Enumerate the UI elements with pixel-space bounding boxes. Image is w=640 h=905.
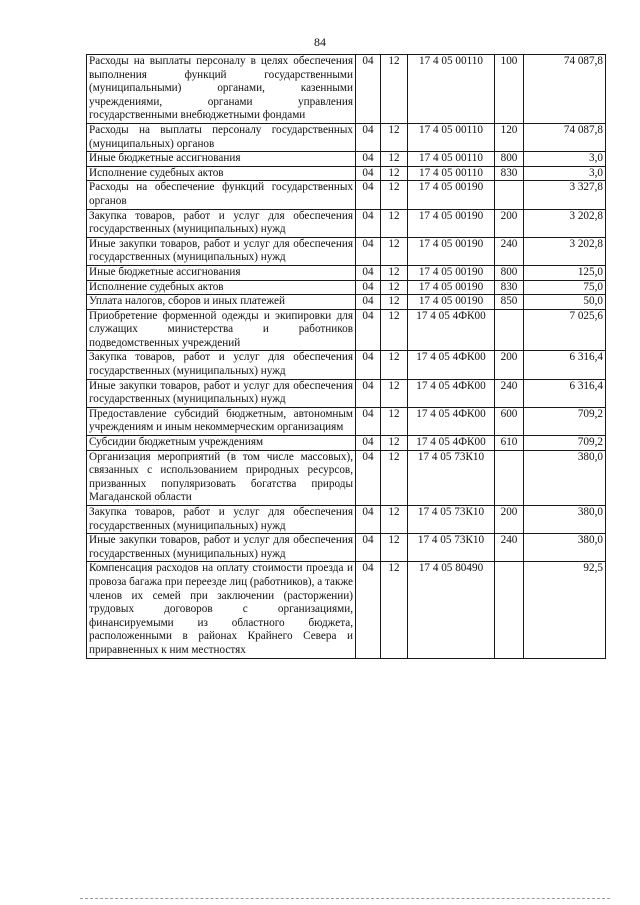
- row-expense-type: 800: [495, 265, 524, 280]
- row-subsection: 12: [381, 436, 408, 451]
- table-row: [87, 152, 606, 167]
- row-name: Расходы на обеспечение функций государственных органов: [87, 181, 356, 209]
- row-target-article: 17 4 05 00110: [408, 55, 495, 124]
- row-target-article: 17 4 05 00110: [408, 152, 495, 167]
- row-name: Иные закупки товаров, работ и услуг для обеспечения государственных (муниципальных) нужд: [87, 379, 356, 407]
- row-subsection: 12: [381, 280, 408, 295]
- row-target-article: 17 4 05 4ФК00: [408, 351, 495, 379]
- row-expense-type: 830: [495, 166, 524, 181]
- row-expense-type: 240: [495, 237, 524, 265]
- row-section: 04: [356, 280, 381, 295]
- row-expense-type: 240: [495, 379, 524, 407]
- row-section: 04: [356, 562, 381, 658]
- row-section: 04: [356, 351, 381, 379]
- row-subsection: 12: [381, 309, 408, 351]
- row-name: Исполнение судебных актов: [87, 166, 356, 181]
- table-row: [87, 55, 606, 124]
- row-amount: 3 202,8: [524, 237, 606, 265]
- row-expense-type: 800: [495, 152, 524, 167]
- row-section: 04: [356, 209, 381, 237]
- row-amount: 3 202,8: [524, 209, 606, 237]
- row-name: Закупка товаров, работ и услуг для обеспечения государственных (муниципальных) нужд: [87, 506, 356, 534]
- table-row: [87, 534, 606, 562]
- row-expense-type: 120: [495, 123, 524, 151]
- row-amount: 709,2: [524, 407, 606, 435]
- row-subsection: 12: [381, 379, 408, 407]
- row-expense-type: 850: [495, 295, 524, 310]
- row-expense-type: 610: [495, 436, 524, 451]
- row-target-article: 17 4 05 80490: [408, 562, 495, 658]
- row-expense-type: 830: [495, 280, 524, 295]
- row-subsection: 12: [381, 506, 408, 534]
- row-name: Субсидии бюджетным учреждениям: [87, 436, 356, 451]
- row-amount: 3,0: [524, 166, 606, 181]
- row-name: Приобретение форменной одежды и экипировки для служащих министерства и работников подведомственных учреждений: [87, 309, 356, 351]
- row-name: Компенсация расходов на оплату стоимости проезда и провоза багажа при переезде лиц (работников), а также членов их семей при заключении (расторжении) трудовых договоров с организациями, финансируемыми из областного бюджета, расположенными в районах Крайнего Севера и приравненных к ним местностях: [87, 562, 356, 658]
- table-row: [87, 351, 606, 379]
- row-name: Иные закупки товаров, работ и услуг для обеспечения государственных (муниципальных) нужд: [87, 534, 356, 562]
- row-expense-type: 200: [495, 506, 524, 534]
- table-row: [87, 181, 606, 209]
- table-row: [87, 379, 606, 407]
- table-row: [87, 166, 606, 181]
- row-subsection: 12: [381, 123, 408, 151]
- row-subsection: 12: [381, 562, 408, 658]
- row-subsection: 12: [381, 295, 408, 310]
- row-amount: 380,0: [524, 506, 606, 534]
- table-row: [87, 562, 606, 658]
- row-amount: 6 316,4: [524, 351, 606, 379]
- row-target-article: 17 4 05 00190: [408, 181, 495, 209]
- row-section: 04: [356, 181, 381, 209]
- row-target-article: 17 4 05 00190: [408, 265, 495, 280]
- row-subsection: 12: [381, 534, 408, 562]
- row-name: Расходы на выплаты персоналу в целях обеспечения выполнения функций государственными (муниципальными) органами, казенными учреждениями, органами управления государственными внебюджетными фондами: [87, 55, 356, 124]
- row-amount: 50,0: [524, 295, 606, 310]
- budget-table-body: [87, 55, 606, 659]
- row-amount: 74 087,8: [524, 123, 606, 151]
- table-row: [87, 407, 606, 435]
- row-target-article: 17 4 05 4ФК00: [408, 379, 495, 407]
- row-name: Иные закупки товаров, работ и услуг для обеспечения государственных (муниципальных) нужд: [87, 237, 356, 265]
- row-target-article: 17 4 05 4ФК00: [408, 436, 495, 451]
- row-section: 04: [356, 506, 381, 534]
- row-target-article: 17 4 05 00190: [408, 237, 495, 265]
- row-amount: 74 087,8: [524, 55, 606, 124]
- row-amount: 92,5: [524, 562, 606, 658]
- row-section: 04: [356, 407, 381, 435]
- row-subsection: 12: [381, 407, 408, 435]
- row-expense-type: 600: [495, 407, 524, 435]
- row-target-article: 17 4 05 73К10: [408, 450, 495, 505]
- row-subsection: 12: [381, 351, 408, 379]
- row-amount: 7 025,6: [524, 309, 606, 351]
- row-expense-type: [495, 181, 524, 209]
- row-expense-type: 240: [495, 534, 524, 562]
- row-expense-type: [495, 450, 524, 505]
- row-target-article: 17 4 05 00190: [408, 209, 495, 237]
- page-number: 84: [314, 35, 326, 49]
- row-target-article: 17 4 05 00190: [408, 295, 495, 310]
- budget-table: [86, 54, 606, 659]
- row-amount: 380,0: [524, 534, 606, 562]
- row-name: Закупка товаров, работ и услуг для обеспечения государственных (муниципальных) нужд: [87, 351, 356, 379]
- row-name: Иные бюджетные ассигнования: [87, 265, 356, 280]
- row-subsection: 12: [381, 152, 408, 167]
- row-name: Исполнение судебных актов: [87, 280, 356, 295]
- row-subsection: 12: [381, 166, 408, 181]
- row-amount: 709,2: [524, 436, 606, 451]
- row-amount: 75,0: [524, 280, 606, 295]
- row-target-article: 17 4 05 00110: [408, 123, 495, 151]
- row-subsection: 12: [381, 237, 408, 265]
- row-subsection: 12: [381, 181, 408, 209]
- row-subsection: 12: [381, 209, 408, 237]
- row-section: 04: [356, 55, 381, 124]
- row-amount: 3 327,8: [524, 181, 606, 209]
- row-amount: 380,0: [524, 450, 606, 505]
- row-amount: 6 316,4: [524, 379, 606, 407]
- row-section: 04: [356, 534, 381, 562]
- row-section: 04: [356, 166, 381, 181]
- table-row: [87, 450, 606, 505]
- row-name: Уплата налогов, сборов и иных платежей: [87, 295, 356, 310]
- row-section: 04: [356, 309, 381, 351]
- row-name: Закупка товаров, работ и услуг для обеспечения государственных (муниципальных) нужд: [87, 209, 356, 237]
- page-bottom-rule: [80, 898, 610, 899]
- row-section: 04: [356, 265, 381, 280]
- table-row: [87, 506, 606, 534]
- row-section: 04: [356, 450, 381, 505]
- row-expense-type: 100: [495, 55, 524, 124]
- table-row: [87, 265, 606, 280]
- row-section: 04: [356, 152, 381, 167]
- row-expense-type: 200: [495, 209, 524, 237]
- row-name: Расходы на выплаты персоналу государственных (муниципальных) органов: [87, 123, 356, 151]
- table-row: [87, 123, 606, 151]
- table-row: [87, 237, 606, 265]
- row-expense-type: [495, 309, 524, 351]
- row-subsection: 12: [381, 265, 408, 280]
- row-expense-type: [495, 562, 524, 658]
- row-subsection: 12: [381, 450, 408, 505]
- table-row: [87, 280, 606, 295]
- row-target-article: 17 4 05 4ФК00: [408, 407, 495, 435]
- row-section: 04: [356, 436, 381, 451]
- row-target-article: 17 4 05 73К10: [408, 534, 495, 562]
- table-row: [87, 436, 606, 451]
- row-name: Предоставление субсидий бюджетным, автономным учреждениям и иным некоммерческим организациям: [87, 407, 356, 435]
- row-target-article: 17 4 05 73К10: [408, 506, 495, 534]
- row-expense-type: 200: [495, 351, 524, 379]
- row-target-article: 17 4 05 00190: [408, 280, 495, 295]
- table-row: [87, 295, 606, 310]
- row-subsection: 12: [381, 55, 408, 124]
- row-amount: 125,0: [524, 265, 606, 280]
- row-target-article: 17 4 05 00110: [408, 166, 495, 181]
- row-section: 04: [356, 123, 381, 151]
- row-target-article: 17 4 05 4ФК00: [408, 309, 495, 351]
- row-name: Организация мероприятий (в том числе массовых), связанных с использованием природных ресурсов, призванных популяризовать богатства природы Магаданской области: [87, 450, 356, 505]
- row-section: 04: [356, 295, 381, 310]
- table-row: [87, 209, 606, 237]
- row-section: 04: [356, 379, 381, 407]
- table-row: [87, 309, 606, 351]
- row-amount: 3,0: [524, 152, 606, 167]
- row-name: Иные бюджетные ассигнования: [87, 152, 356, 167]
- row-section: 04: [356, 237, 381, 265]
